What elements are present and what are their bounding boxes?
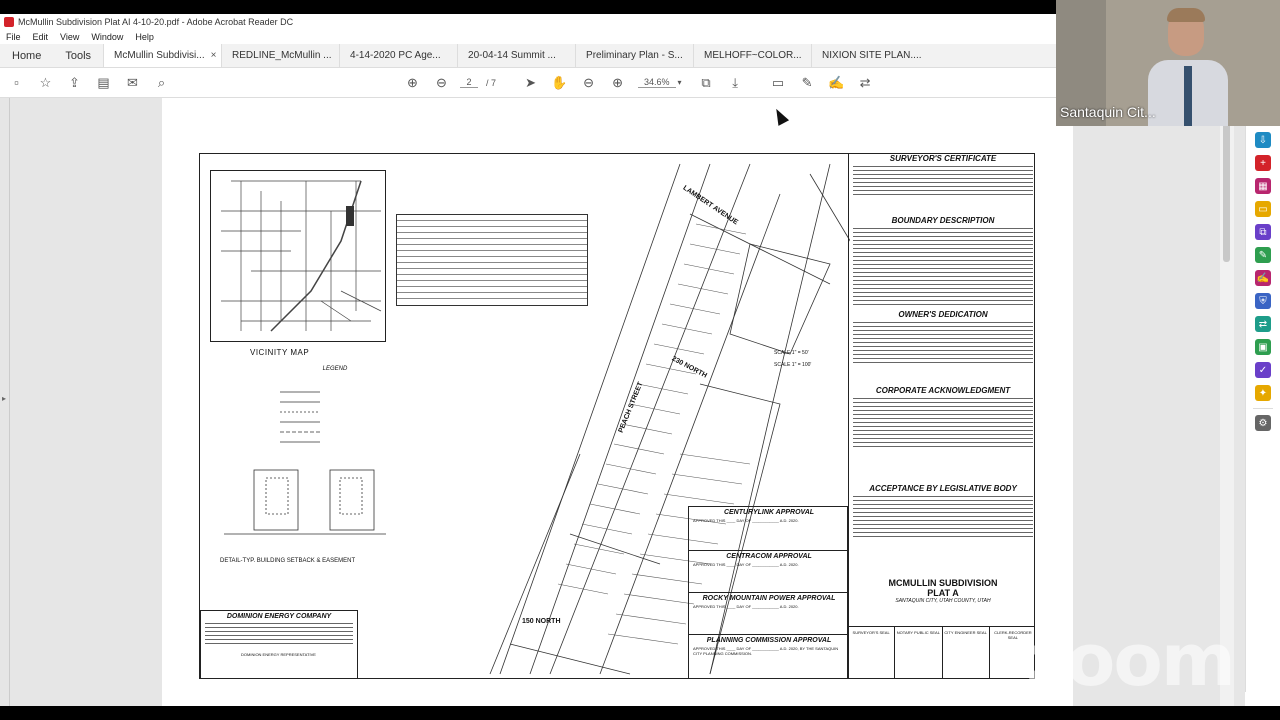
surveyor-cert-title: SURVEYOR'S CERTIFICATE: [889, 154, 997, 163]
tab-doc-melhoff[interactable]: MELHOFF~COLOR...: [693, 44, 811, 67]
menu-edit[interactable]: Edit: [32, 32, 49, 42]
participant-name: Santaquin Cit...: [1060, 104, 1156, 120]
centurylink-title: CENTURYLINK APPROVAL: [723, 509, 815, 516]
clerk-recorder-seal: CLERK-RECORDER SEAL: [994, 630, 1032, 640]
send-for-review-icon[interactable]: ▣: [1255, 339, 1271, 355]
fill-sign-icon[interactable]: ✍: [1255, 270, 1271, 286]
legislative-acceptance: [849, 484, 1035, 540]
organize-pages-icon[interactable]: ▦: [1255, 178, 1271, 194]
certificates-icon[interactable]: ✓: [1255, 362, 1271, 378]
setback-detail: [214, 460, 386, 556]
save-icon[interactable]: ▫: [14, 75, 19, 90]
menu-view[interactable]: View: [60, 32, 80, 42]
tab-doc-nixion[interactable]: NIXION SITE PLAN....: [811, 44, 929, 67]
certificates-column: [848, 154, 1035, 679]
legislative-title: ACCEPTANCE BY LEGISLATIVE BODY: [869, 484, 1017, 493]
tab-bar: [0, 44, 1056, 68]
pdf-page: [162, 98, 1073, 706]
zoom-in-icon[interactable]: ⊕: [612, 74, 623, 90]
street-230-north: 230 NORTH: [670, 355, 708, 380]
hand-tool-icon[interactable]: ✋: [551, 74, 568, 90]
sign-icon[interactable]: ✍: [827, 74, 845, 90]
fit-page-icon[interactable]: ⧉: [701, 74, 711, 90]
compare-icon[interactable]: ⇄: [1255, 316, 1271, 332]
highlight-pen-icon[interactable]: ✎: [801, 74, 813, 90]
city-engineer-seal: CITY ENGINEER SEAL: [943, 627, 990, 679]
protect-icon[interactable]: ⛨: [1255, 293, 1271, 309]
scale-50: SCALE 1" = 50': [774, 350, 809, 356]
right-tools-panel: [1245, 126, 1280, 692]
rocky-mountain-power-approval: [689, 593, 849, 635]
plat-drawing: [199, 153, 1035, 679]
owners-title: OWNER'S DEDICATION: [898, 310, 988, 319]
bookmark-star-icon[interactable]: ☆: [39, 74, 52, 90]
utility-approvals: [688, 506, 848, 679]
title-bar: [0, 14, 1056, 30]
email-icon[interactable]: ✉: [127, 74, 138, 90]
dominion-approval-block: [200, 610, 358, 679]
participant-hair: [1167, 8, 1205, 22]
setback-drawing: [214, 460, 386, 556]
centracom-approval: [689, 551, 849, 593]
centracom-title: CENTRACOM APPROVAL: [726, 553, 812, 560]
pc-title: PLANNING COMMISSION APPROVAL: [706, 637, 832, 644]
menu-help[interactable]: Help: [135, 32, 154, 42]
page-navigator: [460, 77, 496, 88]
centurylink-approval: [689, 507, 849, 551]
boundary-title: BOUNDARY DESCRIPTION: [891, 216, 995, 225]
page-total: / 7: [486, 77, 497, 88]
tab-tools[interactable]: Tools: [65, 49, 92, 62]
legend-symbols: [280, 372, 390, 452]
search-icon[interactable]: ⌕: [157, 74, 166, 90]
tab-doc-summit[interactable]: 20-04-14 Summit ...: [457, 44, 575, 67]
tab-doc-mcmullin[interactable]: [103, 44, 221, 67]
centracom-text: APPROVED THIS ____ DAY OF ____________ A.D. 2020.: [693, 562, 799, 567]
vicinity-map-title: VICINITY MAP: [250, 348, 310, 357]
dominion-title: DOMINION ENERGY COMPANY: [226, 613, 332, 620]
menu-bar: [0, 30, 1056, 44]
window-title: McMullin Subdivision Plat AI 4-10-20.pdf - Adobe Acrobat Reader DC: [18, 17, 294, 27]
scroll-mode-icon[interactable]: ⤓: [732, 74, 738, 90]
menu-file[interactable]: File: [6, 32, 21, 42]
menu-window[interactable]: Window: [91, 32, 124, 42]
subdivision-title-block: [849, 578, 1035, 604]
subdivision-plat: PLAT A: [927, 588, 959, 598]
chevron-down-icon[interactable]: ▾: [677, 78, 682, 87]
dominion-rep-line: DOMINION ENERGY REPRESENTATIVE: [241, 652, 316, 657]
share-icon[interactable]: ⇄: [859, 74, 871, 90]
next-page-icon[interactable]: ⊖: [436, 74, 447, 90]
edit-pdf-icon[interactable]: ✎: [1255, 247, 1271, 263]
zoom-level-select[interactable]: 34.6%: [638, 77, 676, 88]
more-tools-icon[interactable]: ⚙: [1255, 415, 1271, 431]
zoom-watermark: zoom: [1026, 618, 1234, 702]
surveyor-seal: SURVEYOR'S SEAL: [848, 627, 895, 679]
acrobat-logo-icon: [4, 17, 14, 27]
street-150-north: 150 NORTH: [522, 618, 561, 625]
legend-title: LEGEND: [322, 366, 348, 372]
street-peach-street: PEACH STREET: [617, 381, 645, 434]
zoom-out-icon[interactable]: ⊖: [583, 74, 594, 90]
subdivision-name: MCMULLIN SUBDIVISION: [888, 578, 998, 588]
create-pdf-icon[interactable]: +: [1255, 155, 1271, 171]
street-lambert-avenue: LAMBERT AVENUE: [681, 184, 740, 227]
comment-tool-icon[interactable]: ▭: [1255, 201, 1271, 217]
zoom-participant-video[interactable]: [1056, 0, 1280, 126]
surveyor-certificate: [849, 154, 1035, 198]
tab-home[interactable]: Home: [12, 49, 42, 62]
participant-tie: [1184, 66, 1192, 126]
tab-label: McMullin Subdivisi...: [114, 50, 205, 61]
tab-doc-redline[interactable]: REDLINE_McMullin ...: [221, 44, 339, 67]
legend: [280, 366, 390, 454]
export-pdf-icon[interactable]: ⇩: [1255, 132, 1271, 148]
previous-page-icon[interactable]: ⊕: [407, 74, 418, 90]
vicinity-map-drawing: [211, 171, 387, 343]
document-area: [0, 98, 1245, 706]
boundary-description: [849, 216, 1035, 308]
planning-commission-approval: [689, 635, 849, 679]
chevron-right-icon: ▸: [2, 394, 7, 403]
close-icon[interactable]: ×: [210, 50, 217, 61]
detail-title: DETAIL-TYP. BUILDING SETBACK & EASEMENT: [220, 558, 356, 564]
corporate-acknowledgment: [849, 386, 1035, 450]
rmp-text: APPROVED THIS ____ DAY OF ____________ A.D. 2020.: [693, 604, 799, 609]
upload-icon[interactable]: ⇪: [69, 74, 80, 90]
tab-doc-preliminary[interactable]: Preliminary Plan - S...: [575, 44, 693, 67]
vicinity-map: [210, 170, 386, 342]
vertical-scrollbar[interactable]: [1220, 98, 1234, 706]
select-cursor-icon[interactable]: ➤: [525, 74, 536, 90]
seal-block: [848, 626, 1035, 679]
rmp-title: ROCKY MOUNTAIN POWER APPROVAL: [702, 595, 836, 602]
print-icon[interactable]: ▤: [97, 74, 110, 90]
tab-doc-pc-agenda[interactable]: 4-14-2020 PC Age...: [339, 44, 457, 67]
toolbar: [0, 68, 1056, 98]
notary-seal: NOTARY PUBLIC SEAL: [895, 627, 942, 679]
corporate-title: CORPORATE ACKNOWLEDGMENT: [875, 386, 1011, 395]
centurylink-text: APPROVED THIS ____ DAY OF ____________ A.D. 2020.: [693, 518, 799, 523]
stamp-icon[interactable]: ✦: [1255, 385, 1271, 401]
scale-100: SCALE 1" = 100': [774, 362, 812, 368]
comment-icon[interactable]: ▭: [771, 74, 785, 90]
left-panel-toggle[interactable]: [0, 98, 10, 706]
pc-text: APPROVED THIS ____ DAY OF ____________ A.D. 2020, BY THE SANTAQUIN CITY PLANNING COMMISSION.: [693, 646, 839, 656]
scrollbar-thumb[interactable]: [1223, 102, 1230, 262]
owners-dedication: [849, 310, 1035, 366]
page-number-input[interactable]: 2: [460, 77, 478, 88]
subdivision-city: SANTAQUIN CITY, UTAH COUNTY, UTAH: [895, 598, 991, 604]
combine-files-icon[interactable]: ⧉: [1255, 224, 1271, 240]
